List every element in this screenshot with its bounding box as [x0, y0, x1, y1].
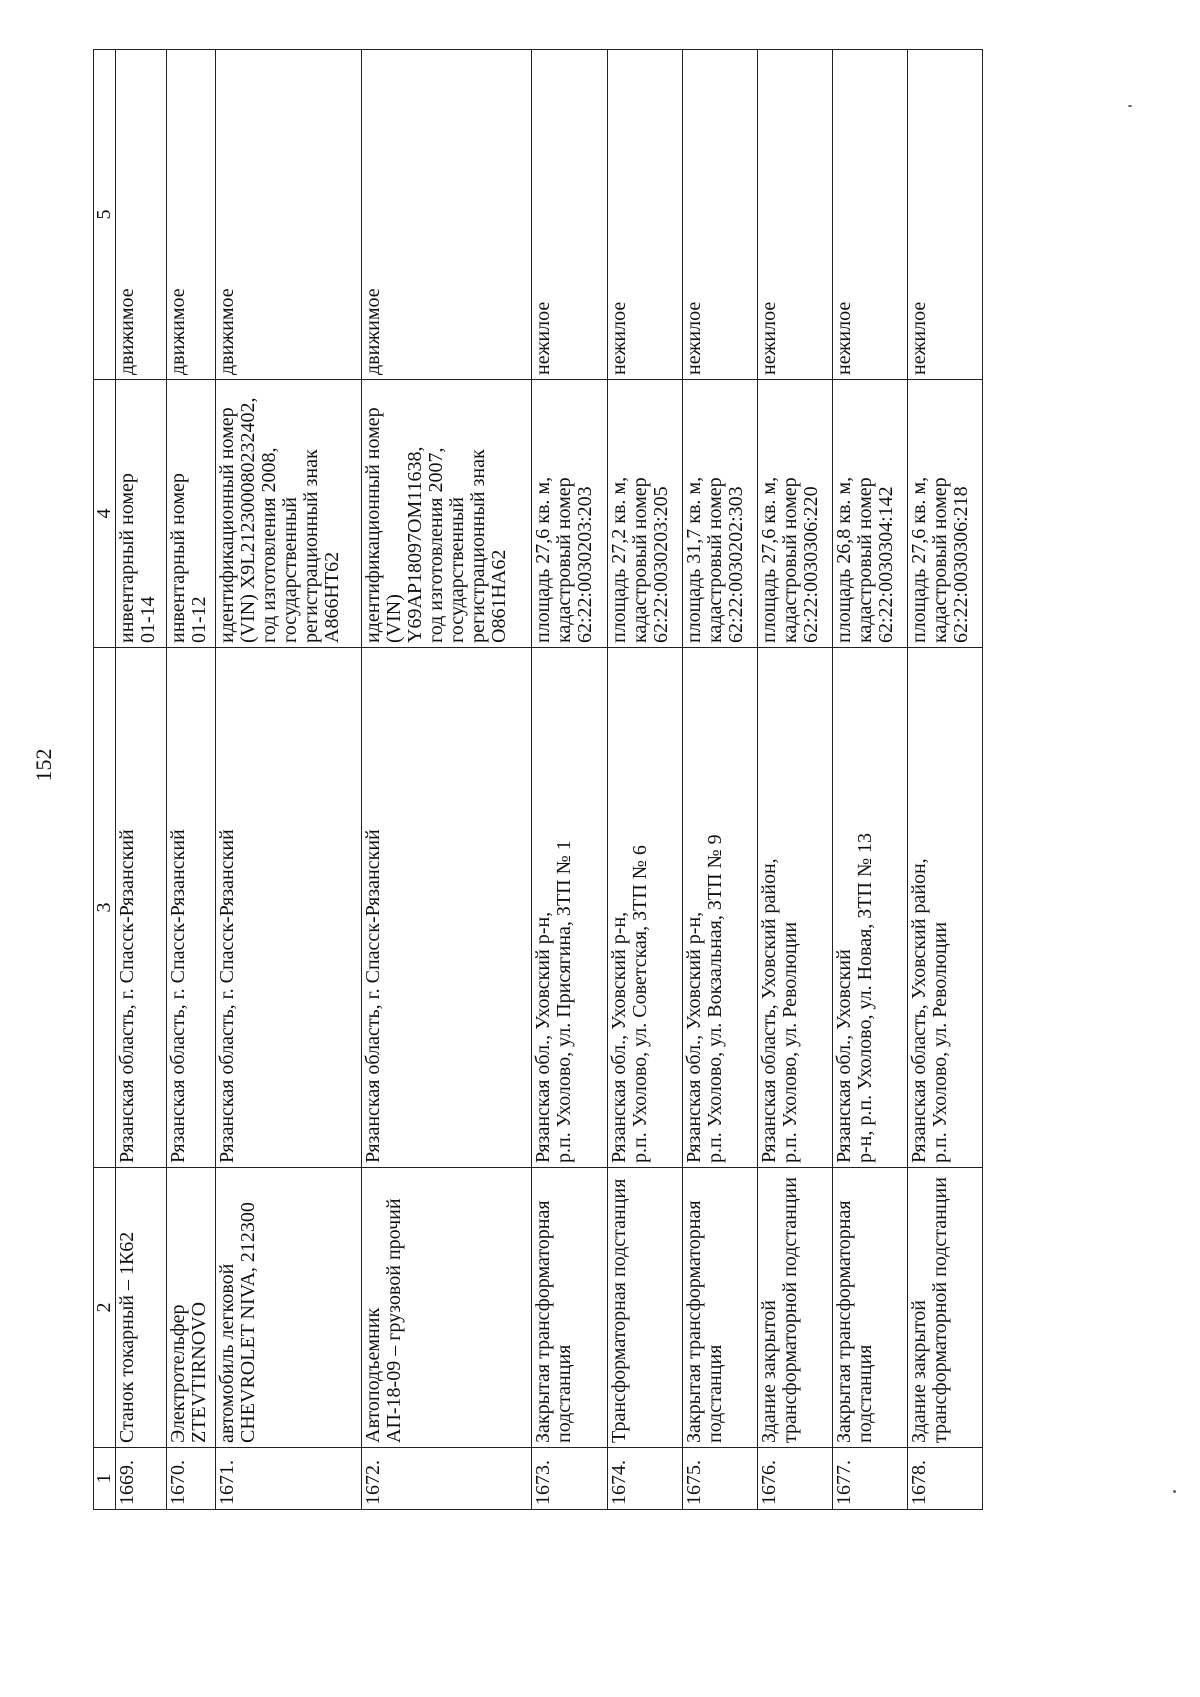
rotated-table-container [93, 50, 1093, 1510]
property-type: нежилое [833, 50, 908, 380]
column-header: 1 [94, 1448, 116, 1510]
property-details: площадь 26,8 кв. м, кадастровый номер 62:22:0030304:142 [833, 380, 908, 648]
property-type: нежилое [608, 50, 683, 380]
property-name: Электротельфер ZTEVTIRNOVO [167, 1168, 216, 1448]
property-type: нежилое [532, 50, 608, 380]
row-number: 1670. [167, 1448, 216, 1510]
property-type: нежилое [683, 50, 758, 380]
scan-speck [1128, 105, 1132, 107]
row-number: 1678. [908, 1448, 983, 1510]
property-type: движимое [116, 50, 167, 380]
table-row [833, 50, 908, 1510]
table-row [167, 50, 216, 1510]
property-type: движимое [362, 50, 532, 380]
table-row [908, 50, 983, 1510]
column-header: 2 [94, 1168, 116, 1448]
property-details: площадь 27,6 кв. м, кадастровый номер 62:22:0030203:203 [532, 380, 608, 648]
table-row [608, 50, 683, 1510]
property-details: идентификационный номер (VIN) Y69AP18097OM11638, год изготовления 2007, государственный регистрационный знак О861НА62 [362, 380, 532, 648]
property-details: площадь 27,6 кв. м, кадастровый номер 62:22:0030306:220 [758, 380, 833, 648]
scan-speck [1173, 1490, 1176, 1493]
property-address: Рязанская область, г. Спасск-Рязанский [167, 648, 216, 1168]
property-registry-table [93, 49, 983, 1510]
property-type: нежилое [908, 50, 983, 380]
table-row [532, 50, 608, 1510]
column-header: 5 [94, 50, 116, 380]
row-number: 1676. [758, 1448, 833, 1510]
property-name: Закрытая трансформаторная подстанция [683, 1168, 758, 1448]
table-row [362, 50, 532, 1510]
property-address: Рязанская обл., Уховский р-н, р.п. Ухолово, ул. Новая, ЗТП № 13 [833, 648, 908, 1168]
row-number: 1672. [362, 1448, 532, 1510]
property-details: инвентарный номер 01-14 [116, 380, 167, 648]
table-header-row [94, 50, 116, 1510]
property-address: Рязанская обл., Уховский р-н, р.п. Ухолово, ул. Советская, ЗТП № 6 [608, 648, 683, 1168]
property-address: Рязанская область, г. Спасск-Рязанский [216, 648, 362, 1168]
property-name: Здание закрытой трансформаторной подстанции [908, 1168, 983, 1448]
page-number: 152 [31, 748, 56, 782]
column-header: 4 [94, 380, 116, 648]
property-address: Рязанская область, г. Спасск-Рязанский [116, 648, 167, 1168]
row-number: 1673. [532, 1448, 608, 1510]
property-details: идентификационный номер (VIN) X9L212300080232402, год изготовления 2008, государственный регистрационный знак А866НТ62 [216, 380, 362, 648]
property-type: нежилое [758, 50, 833, 380]
property-type: движимое [167, 50, 216, 380]
property-address: Рязанская область, г. Спасск-Рязанский [362, 648, 532, 1168]
property-address: Рязанская область, Уховский район, р.п. Ухолово, ул. Революции [758, 648, 833, 1168]
property-name: Закрытая трансформаторная подстанция [532, 1168, 608, 1448]
column-header: 3 [94, 648, 116, 1168]
table-row [116, 50, 167, 1510]
property-name: Здание закрытой трансформаторной подстанции [758, 1168, 833, 1448]
property-name: Станок токарный – 1К62 [116, 1168, 167, 1448]
property-address: Рязанская обл., Уховский р-н, р.п. Ухолово, ул. Присягина, ЗТП № 1 [532, 648, 608, 1168]
property-type: движимое [216, 50, 362, 380]
property-details: площадь 27,2 кв. м, кадастровый номер 62:22:0030203:205 [608, 380, 683, 648]
property-details: площадь 27,6 кв. м, кадастровый номер 62:22:0030306:218 [908, 380, 983, 648]
row-number: 1671. [216, 1448, 362, 1510]
property-name: Закрытая трансформаторная подстанция [833, 1168, 908, 1448]
property-name: автомобиль легковой CHEVROLET NIVA, 212300 [216, 1168, 362, 1448]
row-number: 1675. [683, 1448, 758, 1510]
property-details: инвентарный номер 01-12 [167, 380, 216, 648]
property-name: Автоподъемник АП-18-09 – грузовой прочий [362, 1168, 532, 1448]
property-details: площадь 31,7 кв. м, кадастровый номер 62:22:0030202:303 [683, 380, 758, 648]
table-row [683, 50, 758, 1510]
row-number: 1669. [116, 1448, 167, 1510]
property-address: Рязанская область, Уховский район, р.п. Ухолово, ул. Революции [908, 648, 983, 1168]
table-row [758, 50, 833, 1510]
table-row [216, 50, 362, 1510]
property-name: Трансформаторная подстанция [608, 1168, 683, 1448]
row-number: 1677. [833, 1448, 908, 1510]
row-number: 1674. [608, 1448, 683, 1510]
property-address: Рязанская обл., Уховский р-н, р.п. Ухолово, ул. Вокзальная, ЗТП № 9 [683, 648, 758, 1168]
